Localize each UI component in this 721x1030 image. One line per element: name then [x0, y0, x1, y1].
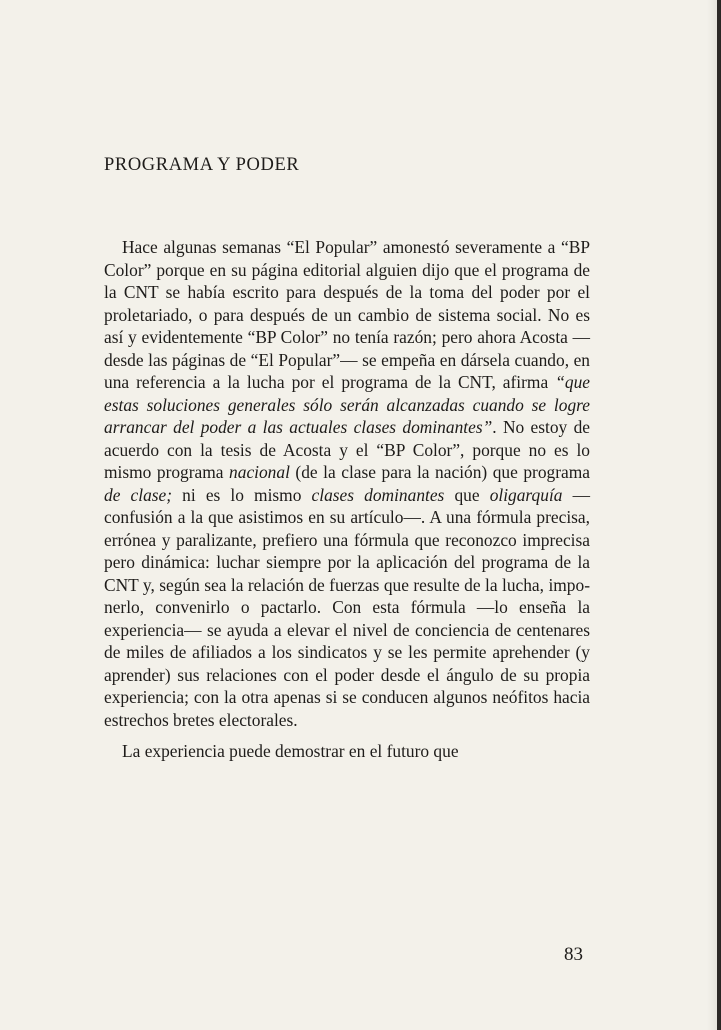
page-gutter-shadow: [707, 0, 717, 1030]
paragraph-1: [104, 236, 590, 731]
text-segment: (de la clase para la nación) que programa: [289, 462, 590, 482]
italic-term: de clase;: [104, 484, 173, 505]
text-segment: La experiencia puede demostrar en el futuro que: [122, 741, 459, 761]
paragraph-2: [104, 740, 590, 763]
text-segment: que: [444, 484, 490, 505]
text-segment: ni es lo mismo: [172, 484, 312, 505]
body-text: [104, 236, 590, 763]
text-segment: —confusión a la que asistimos en su artículo—. A una fórmula precisa, errónea y paralizante, prefiero una fórmula que reconozco imprecisa pero dinámica: luchar siempre por la aplicación del programa de la CNT y, según sea la relación de fuerzas que resulte de la lucha, imponerlo, convenirlo o pactarlo. Con esta fórmula —lo enseña la experiencia— se ayuda a elevar el nivel de conciencia de centenares de miles de afiliados a los sindicatos y se les permite aprehender (y aprender) sus relaciones con el poder desde el ángulo de su propia experiencia; con la otra apenas si se conducen algunos neófitos hacia estrechos bretes electorales.: [104, 484, 590, 730]
italic-term: clases dominantes: [311, 484, 445, 505]
italic-quote: “que estas soluciones generales sólo serán alcanzadas cuando se logre arrancar del poder a las actuales clases dominantes”: [104, 372, 590, 437]
text-segment: Hace algunas semanas “El Popular” amonestó severamente a “BP Color” porque en su página editorial alguien dijo que el programa de la CNT se había escrito para después de la toma del poder por el proletariado, o para después de un cambio de sistema social. No es así y evidentemente “BP Color” no tenía razón; pero ahora Acosta —desde las páginas de “El Popular”— se empeña en dársela cuando, en una referencia a la lucha por el programa de la CNT, afirma: [104, 237, 590, 392]
italic-term: nacional: [229, 462, 290, 482]
italic-term: oligarquía: [489, 484, 563, 505]
chapter-heading: PROGRAMA Y PODER: [104, 155, 300, 175]
text-segment: . No estoy de acuerdo con la tesis de Acosta y el “BP Color”, porque no es lo mismo programa: [104, 417, 590, 482]
page-edge: [717, 0, 721, 1030]
page-number: 83: [564, 944, 583, 965]
